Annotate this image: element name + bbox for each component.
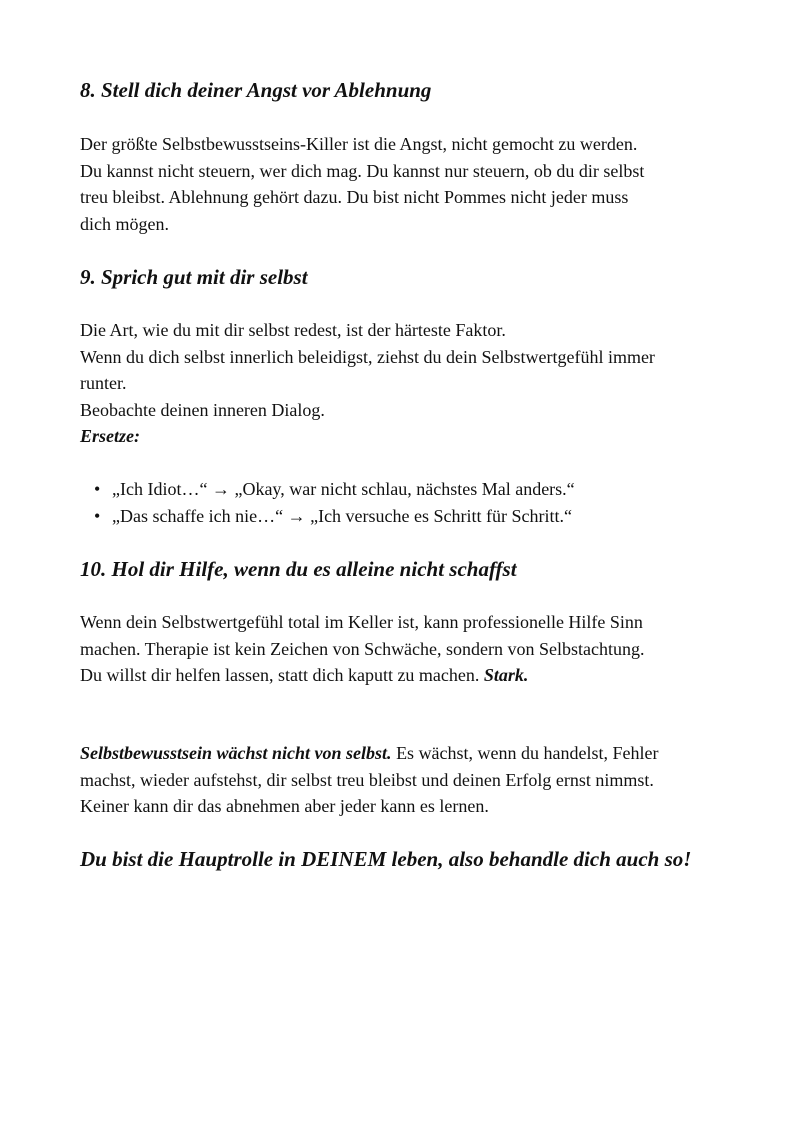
- paragraph-line: Die Art, wie du mit dir selbst redest, ist der härteste Faktor.: [80, 320, 506, 340]
- conclusion-paragraph: [80, 740, 730, 820]
- emphasis-text: Stark.: [483, 665, 529, 685]
- paragraph-line: runter.: [80, 373, 127, 393]
- conclusion-line-1-rest: Es wächst, wenn du handelst, Fehler: [391, 743, 659, 763]
- section-10-paragraph: [80, 609, 730, 689]
- section-9-heading: 9. Sprich gut mit dir selbst: [80, 265, 308, 289]
- section-10-heading: 10. Hol dir Hilfe, wenn du es alleine nicht schaffst: [80, 557, 517, 581]
- paragraph-line: Wenn du dich selbst innerlich beleidigst, ziehst du dein Selbstwertgefühl immer: [80, 346, 655, 367]
- final-statement: Du bist die Hauptrolle in DEINEM leben, also behandle dich auch so!: [80, 847, 692, 871]
- paragraph-line: [80, 740, 730, 767]
- bullet-icon: •: [94, 505, 101, 526]
- replace-label: Ersetze:: [80, 426, 140, 446]
- paragraph-line: treu bleibst. Ablehnung gehört dazu. Du bist nicht Pommes nicht jeder muss: [80, 187, 629, 207]
- replacement-list: [80, 476, 575, 529]
- list-item-text: „Ich Idiot…“ → „Okay, war nicht schlau, nächstes Mal anders.“: [112, 479, 575, 499]
- section-8-heading: 8. Stell dich deiner Angst vor Ablehnung: [80, 78, 432, 102]
- paragraph-line: [80, 662, 730, 689]
- paragraph-line-text: Du willst dir helfen lassen, statt dich kaputt zu machen.: [80, 665, 480, 685]
- list-item-text: „Das schaffe ich nie…“ → „Ich versuche es Schritt für Schritt.“: [112, 505, 572, 526]
- list-item: [80, 503, 575, 530]
- section-9-paragraph: [80, 317, 730, 450]
- paragraph-line: Du kannst nicht steuern, wer dich mag. Du kannst nur steuern, ob du dir selbst: [80, 160, 645, 181]
- list-item: [80, 476, 575, 503]
- conclusion-lead: Selbstbewusstsein wächst nicht von selbst.: [80, 743, 392, 763]
- paragraph-line: Beobachte deinen inneren Dialog.: [80, 399, 325, 420]
- paragraph-line: Keiner kann dir das abnehmen aber jeder kann es lernen.: [80, 796, 489, 816]
- bullet-icon: •: [94, 479, 101, 499]
- paragraph-line: machst, wieder aufstehst, dir selbst treu bleibst und deinen Erfolg ernst nimmst.: [80, 769, 654, 790]
- section-8-paragraph: [80, 131, 730, 237]
- paragraph-line: dich mögen.: [80, 213, 169, 234]
- paragraph-line: Der größte Selbstbewusstseins-Killer ist die Angst, nicht gemocht zu werden.: [80, 134, 638, 154]
- paragraph-line: machen. Therapie ist kein Zeichen von Schwäche, sondern von Selbstachtung.: [80, 638, 645, 659]
- paragraph-line: Wenn dein Selbstwertgefühl total im Keller ist, kann professionelle Hilfe Sinn: [80, 612, 643, 632]
